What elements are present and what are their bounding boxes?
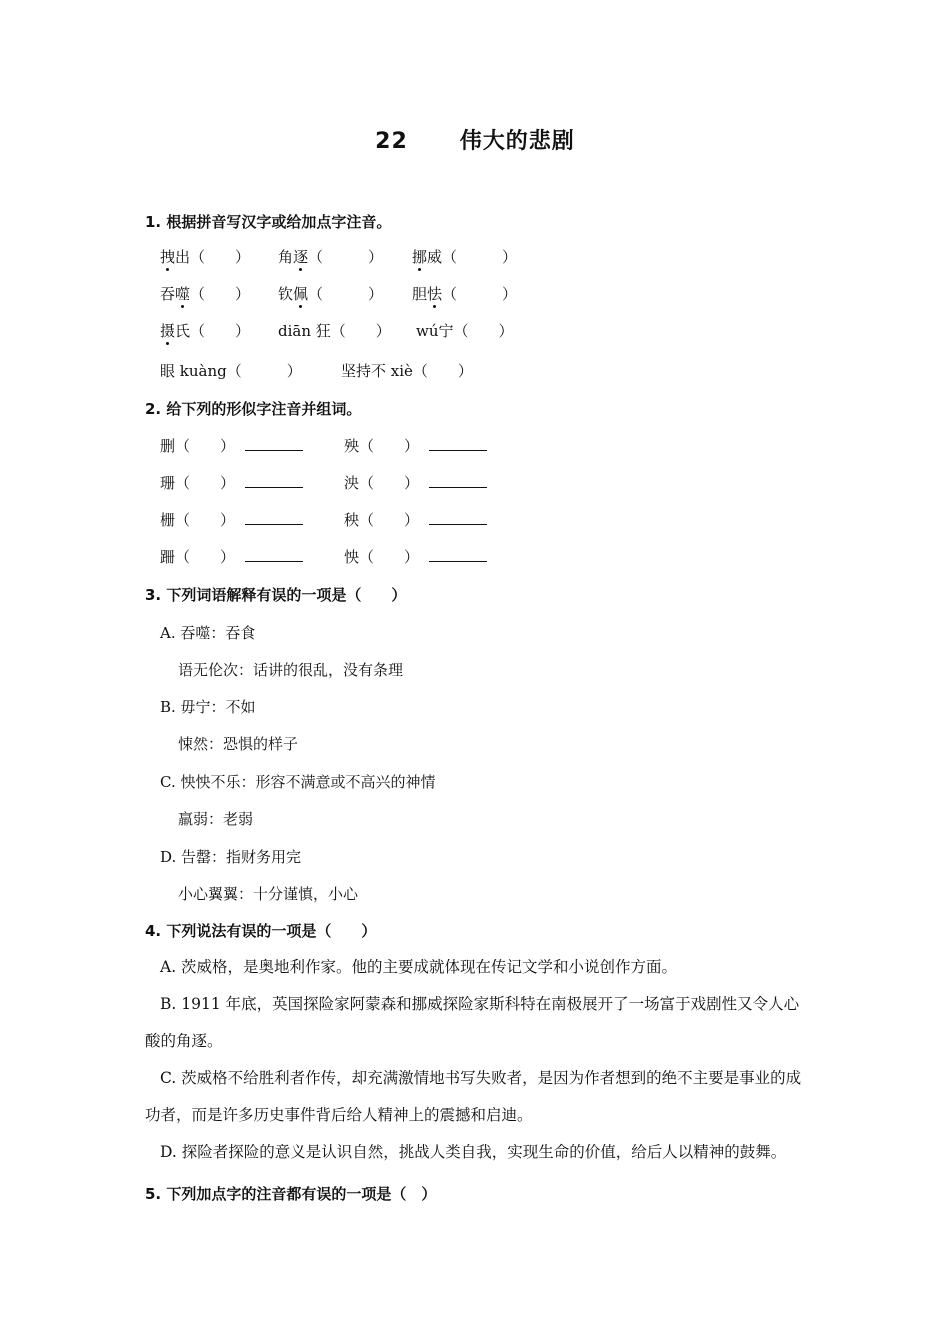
q1-item: 摄氏（ ）: [160, 322, 251, 340]
q1-item: 钦佩（ ）: [278, 285, 384, 303]
question-4-label: 4. 下列说法有误的一项是（ ）: [145, 922, 377, 940]
q2-item: 怏（ ）: [344, 546, 487, 567]
q2-item: 跚（ ）: [160, 546, 303, 567]
q1-item: 挪威（ ）: [412, 248, 518, 266]
q3-option-b-sub: 悚然：恐惧的样子: [178, 735, 299, 753]
q4-option-a: A. 茨威格，是奥地利作家。他的主要成就体现在传记文学和小说创作方面。: [160, 958, 678, 976]
answer-blank: [245, 473, 303, 488]
q2-item: 栅（ ）: [160, 509, 303, 530]
q3-option-a-sub: 语无伦次：话讲的很乱，没有条理: [178, 661, 404, 679]
lesson-title: 伟大的悲剧: [459, 129, 575, 154]
page-title: [0, 124, 950, 155]
q1-item: wú宁（ ）: [416, 322, 514, 340]
q1-item: 吞噬（ ）: [160, 285, 251, 303]
q1-item: 坚持不 xiè（ ）: [341, 362, 473, 380]
q3-option-d: D. 告罄：指财务用完: [160, 848, 302, 866]
answer-blank: [429, 547, 487, 562]
q3-option-c: C. 怏怏不乐：形容不满意或不高兴的神情: [160, 773, 436, 791]
q2-item: 秧（ ）: [344, 509, 487, 530]
q4-option-c: C. 茨威格不给胜利者作传，却充满激情地书写失败者，是因为作者想到的绝不主要是事业的成功者，而是许多历史事件背后给人精神上的震撼和启迪。: [145, 1069, 802, 1124]
q2-item: 泱（ ）: [344, 472, 487, 493]
q1-item: 拽出（ ）: [160, 248, 251, 266]
answer-blank: [245, 436, 303, 451]
q4-option-d: D. 探险者探险的意义是认识自然，挑战人类自我，实现生命的价值，给后人以精神的鼓舞。: [160, 1143, 787, 1161]
answer-blank: [429, 473, 487, 488]
answer-blank: [245, 510, 303, 525]
answer-blank: [245, 547, 303, 562]
question-3-label: 3. 下列词语解释有误的一项是（ ）: [145, 586, 407, 604]
question-5-label: 5. 下列加点字的注音都有误的一项是（ ）: [145, 1185, 437, 1203]
question-2-label: 2. 给下列的形似字注音并组词。: [145, 400, 362, 418]
answer-blank: [429, 436, 487, 451]
q1-item: diān 狂（ ）: [278, 322, 391, 340]
q2-item: 殃（ ）: [344, 435, 487, 456]
q3-option-b: B. 毋宁：不如: [160, 698, 256, 716]
q3-option-d-sub: 小心翼翼：十分谨慎，小心: [178, 885, 359, 903]
answer-blank: [429, 510, 487, 525]
q3-option-c-sub: 羸弱：老弱: [178, 810, 254, 828]
q2-item: 珊（ ）: [160, 472, 303, 493]
q4-option-b: B. 1911 年底，英国探险家阿蒙森和挪威探险家斯科特在南极展开了一场富于戏剧性又令人心酸的角逐。: [145, 995, 800, 1050]
q1-item: 角逐（ ）: [278, 248, 384, 266]
q3-option-a: A. 吞噬：吞食: [160, 624, 256, 642]
lesson-number: 22: [375, 129, 408, 154]
q1-item: 胆怯（ ）: [412, 285, 518, 303]
q1-item: 眼 kuàng（ ）: [160, 362, 302, 380]
question-1-label: 1. 根据拼音写汉字或给加点字注音。: [145, 213, 392, 231]
q2-item: 删（ ）: [160, 435, 303, 456]
